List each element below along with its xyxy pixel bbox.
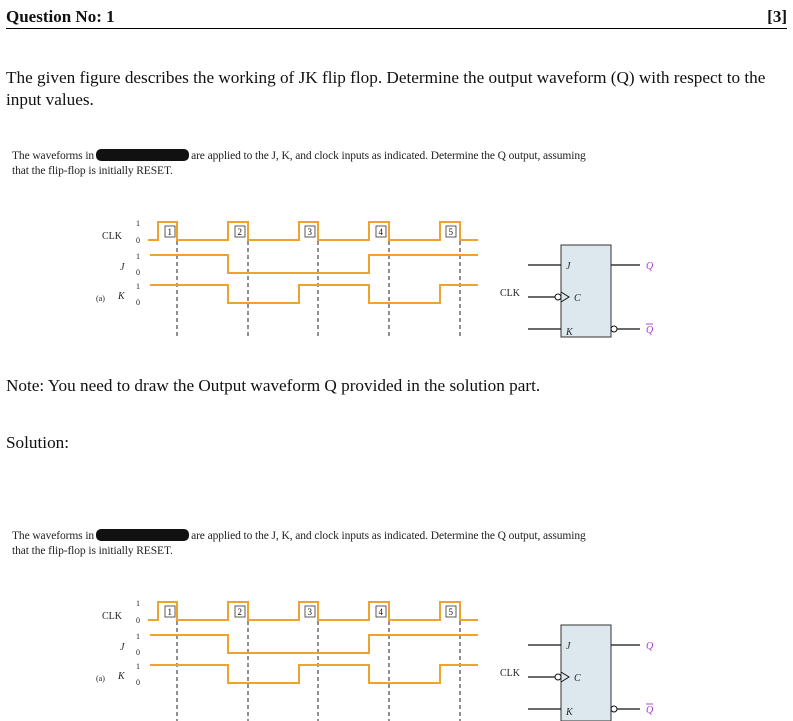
- question-text: The given figure describes the working of JK flip flop. Determine the output waveform (Q) with respect to the input values.: [6, 68, 766, 109]
- svg-text:0: 0: [136, 678, 140, 687]
- svg-text:CLK: CLK: [500, 668, 520, 679]
- pulse-number-labels-2: [165, 606, 456, 617]
- jk-figure-solution: [0, 585, 793, 721]
- svg-text:C: C: [574, 673, 581, 684]
- panel-label: (a): [96, 294, 105, 303]
- note-text: Note: You need to draw the Output waveform Q provided in the solution part.: [6, 376, 541, 395]
- svg-text:(a): (a): [96, 674, 105, 683]
- clock-edge-markers: [177, 227, 460, 337]
- clk-label: CLK: [102, 231, 122, 242]
- svg-text:0: 0: [136, 648, 140, 657]
- solution-label: Solution:: [6, 433, 70, 452]
- ff-clk-label: CLK: [500, 288, 520, 299]
- svg-text:0: 0: [136, 268, 140, 277]
- svg-text:J: J: [120, 642, 125, 653]
- pulse-3-label: 3: [307, 227, 312, 237]
- svg-text:1: 1: [136, 219, 140, 228]
- ff-k-pin: K: [566, 327, 573, 338]
- signal-labels: [96, 219, 140, 307]
- pulse-number-labels: [165, 226, 456, 237]
- k-label: K: [118, 291, 125, 302]
- svg-text:K: K: [566, 707, 573, 718]
- svg-text:5: 5: [448, 607, 453, 617]
- svg-text:2: 2: [237, 607, 242, 617]
- svg-text:1: 1: [136, 662, 140, 671]
- figure-caption-2: The waveforms in are applied to the J, K, and clock inputs as indicated. Determine the Q output, assuming that the flip-flop is initially RESET.: [12, 530, 586, 557]
- pulse-5-label: 5: [448, 227, 453, 237]
- jk-flipflop-symbol: [500, 245, 654, 338]
- svg-text:3: 3: [307, 607, 312, 617]
- ff-qbar-output: Q: [646, 325, 654, 336]
- jk-flipflop-symbol-2: [500, 625, 654, 721]
- ff-c-pin: C: [574, 293, 581, 304]
- j-label: J: [120, 262, 125, 273]
- redacted-reference-2: [96, 529, 189, 541]
- pulse-4-label: 4: [378, 227, 383, 237]
- jk-figure: [0, 205, 793, 345]
- svg-text:0: 0: [136, 616, 140, 625]
- ff-j-pin: J: [566, 261, 571, 272]
- svg-text:0: 0: [136, 298, 140, 307]
- svg-text:K: K: [118, 671, 125, 682]
- k-waveform: [150, 285, 478, 303]
- svg-text:1: 1: [136, 282, 140, 291]
- svg-text:Q: Q: [646, 705, 654, 716]
- svg-text:0: 0: [136, 236, 140, 245]
- question-number: Question No: 1: [6, 7, 115, 26]
- svg-text:CLK: CLK: [102, 611, 122, 622]
- svg-text:J: J: [566, 641, 571, 652]
- svg-text:4: 4: [378, 607, 383, 617]
- figure-caption: The waveforms in are applied to the J, K, and clock inputs as indicated. Determine the Q output, assuming that the flip-flop is initially RESET.: [12, 150, 586, 177]
- k-waveform-2: [150, 665, 478, 683]
- ff-q-output: Q: [646, 261, 654, 272]
- j-waveform: [150, 255, 478, 273]
- svg-text:1: 1: [136, 252, 140, 261]
- j-waveform-2: [150, 635, 478, 653]
- pulse-1-label: 1: [167, 227, 172, 237]
- svg-text:1: 1: [136, 599, 140, 608]
- svg-text:Q: Q: [646, 641, 654, 652]
- question-marks: [3]: [767, 7, 787, 26]
- timing-diagram-solution: [96, 599, 478, 721]
- pulse-2-label: 2: [237, 227, 242, 237]
- question-header: [6, 6, 787, 29]
- signal-labels-2: [96, 599, 140, 687]
- svg-text:1: 1: [167, 607, 172, 617]
- timing-diagram: [96, 219, 478, 337]
- redacted-reference: [96, 149, 189, 161]
- svg-text:1: 1: [136, 632, 140, 641]
